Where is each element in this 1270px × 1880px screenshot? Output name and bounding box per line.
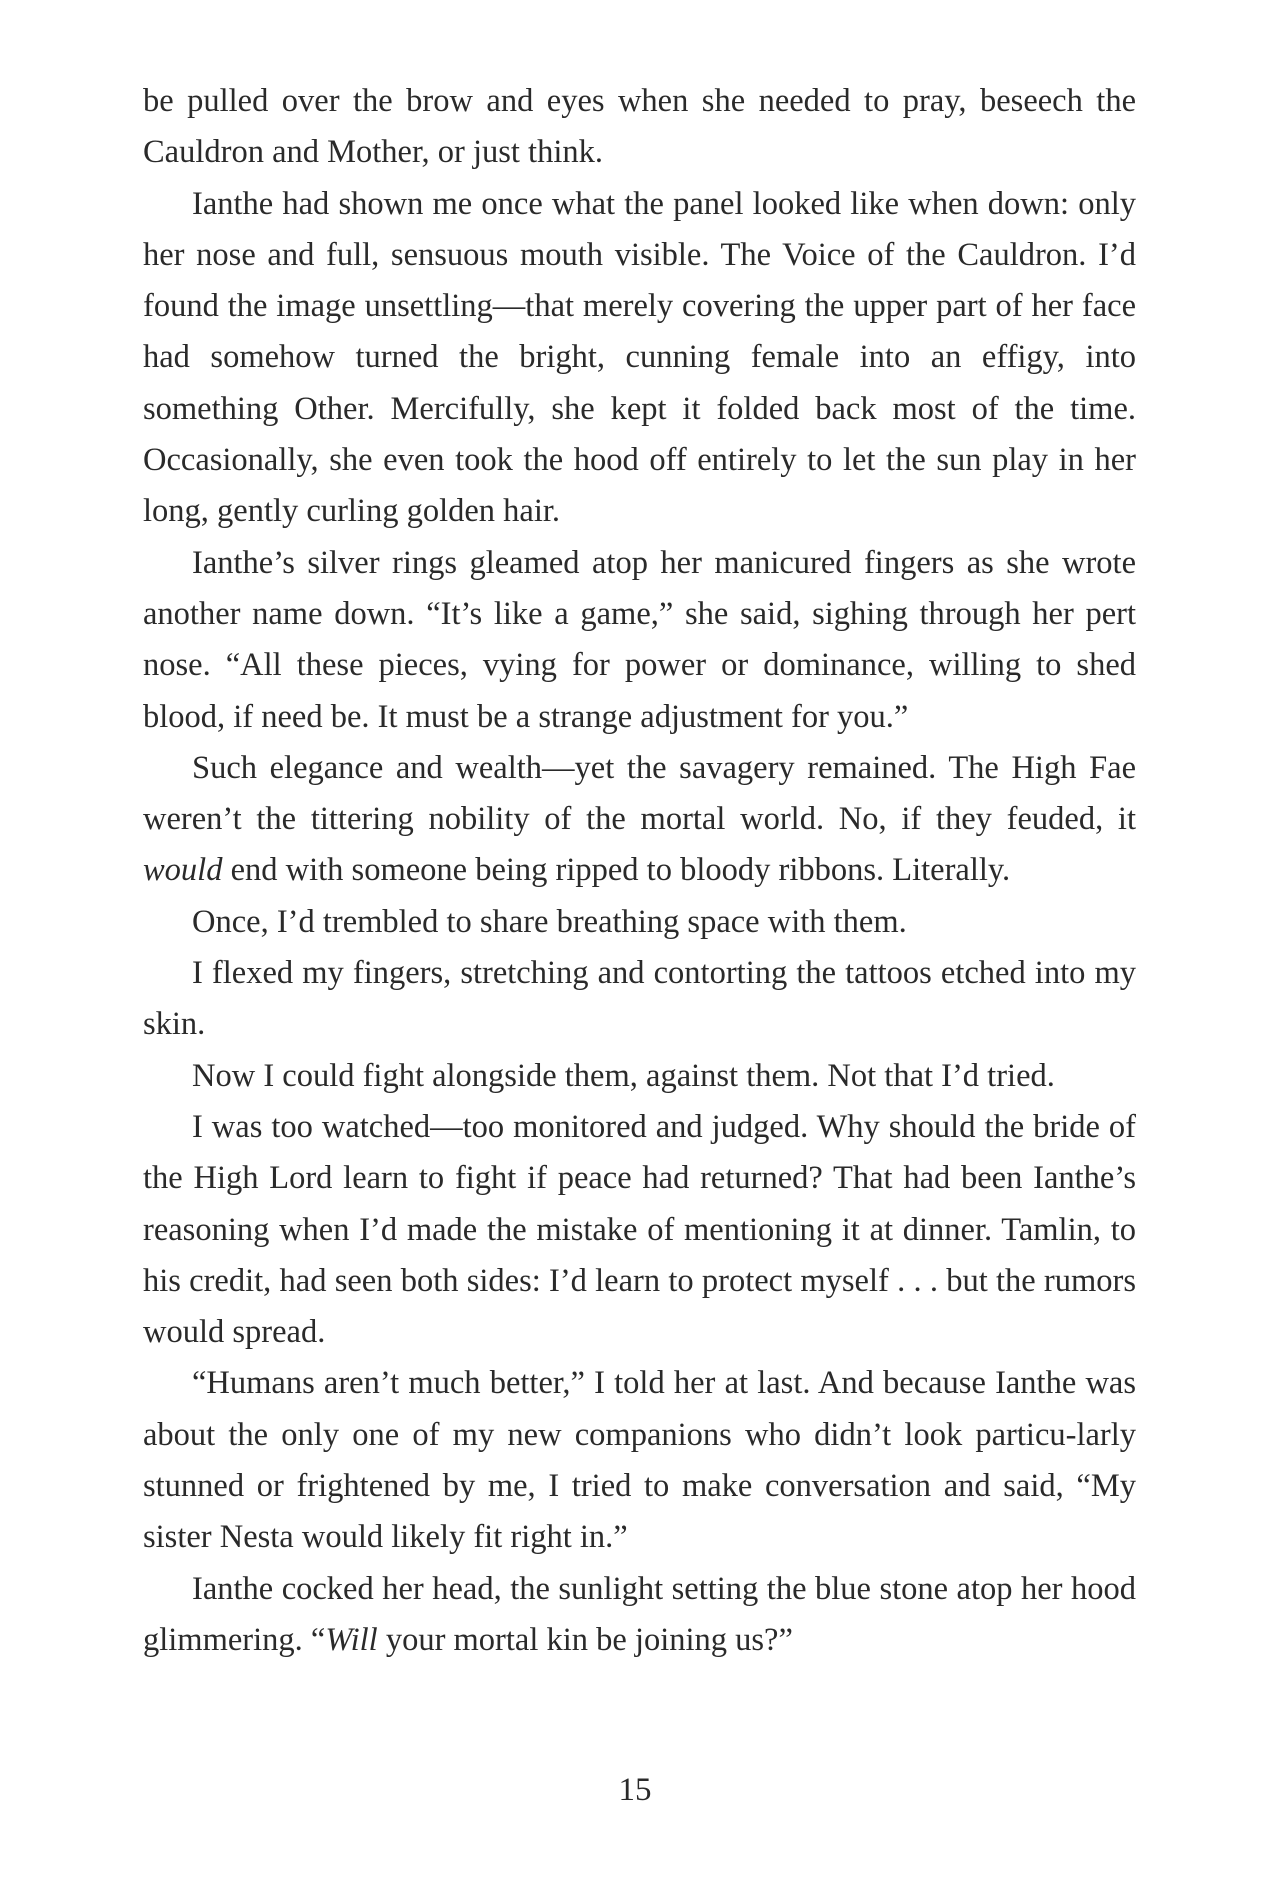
paragraph-4 bbox=[143, 743, 1136, 897]
paragraph-6 bbox=[143, 948, 1136, 1051]
paragraph-3 bbox=[143, 538, 1136, 743]
paragraph-7 bbox=[143, 1051, 1136, 1102]
paragraph-5 bbox=[143, 897, 1136, 948]
paragraph-text: Once, I’d trembled to share breathing space with them. bbox=[192, 903, 907, 940]
body-text bbox=[143, 76, 1136, 1666]
paragraph-text: Ianthe cocked her head, the sunlight setting the blue stone atop her hood glimmering. “ bbox=[143, 1570, 1136, 1658]
paragraph-10 bbox=[143, 1564, 1136, 1667]
paragraph-text: Ianthe had shown me once what the panel looked like when down: only her nose and full, sensuous mouth visible. The Voice of the Cauldron. I’d found the image unsettling—that merely covering the upper part of her face had somehow turned the bright, cunning female into an effigy, into something Other. Mercifully, she kept it folded back most of the time. Occasionally, she even took the hood off entirely to let the sun play in her long, gently curling golden hair. bbox=[143, 185, 1136, 530]
paragraph-text: “Humans aren’t much better,” I told her at last. And because Ianthe was about the only one of my new companions who didn’t look particu-larly stunned or frightened by me, I tried to make conversation and said, “My sister Nesta would likely fit right in.” bbox=[143, 1365, 1136, 1556]
paragraph-text: I was too watched—too monitored and judged. Why should the bride of the High Lord learn to fight if peace had returned? That had been Ianthe’s reasoning when I’d made the mistake of mentioning it at dinner. Tamlin, to his credit, had seen both sides: I’d learn to protect myself . . . but the rumors would spread. bbox=[143, 1108, 1136, 1351]
italic-emphasis: would bbox=[143, 852, 223, 889]
paragraph-text: Ianthe’s silver rings gleamed atop her manicured fingers as she wrote another name down. “It’s like a game,” she said, sighing through her pert nose. “All these pieces, vying for power or dominance, willing to shed blood, if need be. It must be a strange adjustment for you.” bbox=[143, 544, 1136, 735]
paragraph-9 bbox=[143, 1358, 1136, 1563]
paragraph-text: Now I could fight alongside them, against them. Not that I’d tried. bbox=[192, 1057, 1055, 1094]
paragraph-text: Such elegance and wealth—yet the savagery remained. The High Fae weren’t the tittering nobility of the mortal world. No, if they feuded, it bbox=[143, 749, 1136, 838]
paragraph-text: be pulled over the brow and eyes when she needed to pray, beseech the Cauldron and Mother, or just think. bbox=[143, 83, 1136, 171]
paragraph-text: I flexed my fingers, stretching and contorting the tattoos etched into my skin. bbox=[143, 955, 1136, 1043]
paragraph-text: your mortal kin be joining us?” bbox=[377, 1621, 793, 1658]
italic-emphasis: Will bbox=[325, 1621, 378, 1658]
paragraph-8 bbox=[143, 1102, 1136, 1358]
paragraph-1 bbox=[143, 76, 1136, 179]
page-number: 15 bbox=[618, 1772, 652, 1808]
paragraph-2 bbox=[143, 179, 1136, 538]
paragraph-text: end with someone being ripped to bloody ribbons. Literally. bbox=[222, 852, 1011, 889]
